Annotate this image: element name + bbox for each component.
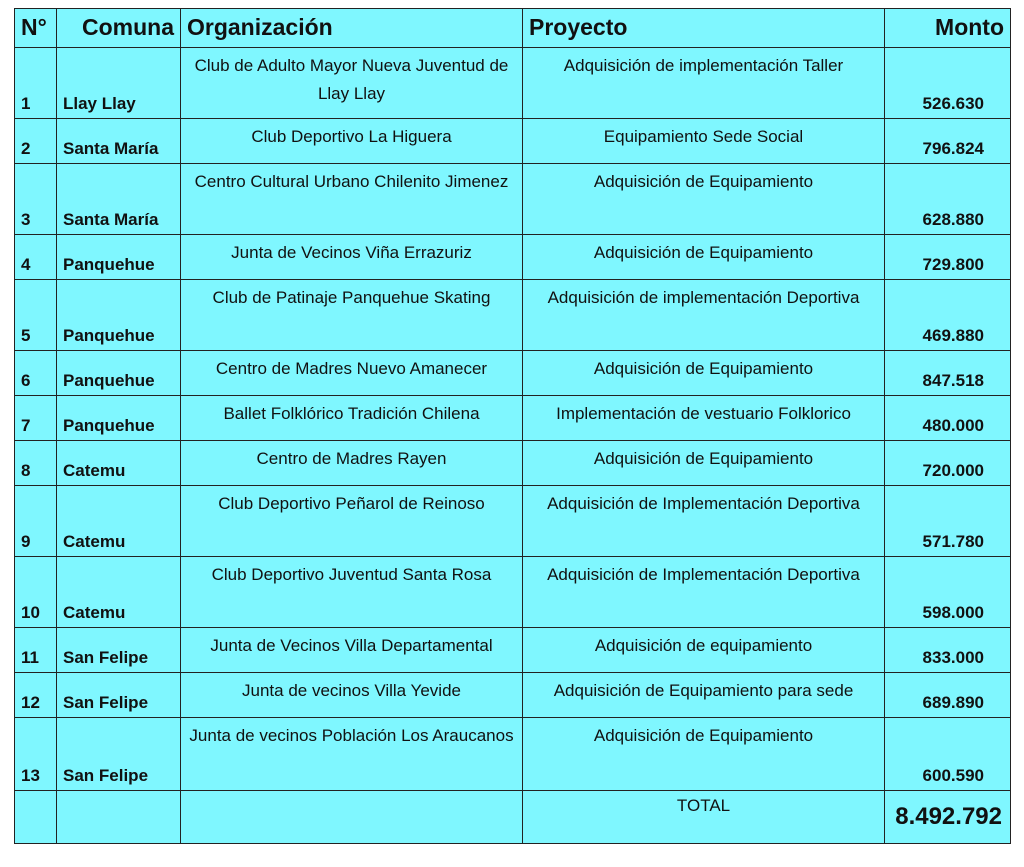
cell-organizacion: Club Deportivo Peñarol de Reinoso — [181, 486, 523, 557]
cell-organizacion: Centro de Madres Nuevo Amanecer — [181, 351, 523, 396]
cell-organizacion: Club de Adulto Mayor Nueva Juventud de Llay Llay — [181, 48, 523, 119]
cell-organizacion: Junta de vecinos Población Los Araucanos — [181, 718, 523, 791]
header-organizacion: Organización — [181, 9, 523, 48]
cell-monto: 600.590 — [885, 718, 1011, 791]
cell-number: 9 — [15, 486, 57, 557]
cell-monto: 628.880 — [885, 164, 1011, 235]
cell-organizacion: Junta de Vecinos Viña Errazuriz — [181, 235, 523, 280]
cell-number: 2 — [15, 119, 57, 164]
table-container — [14, 8, 1010, 844]
header-proyecto: Proyecto — [523, 9, 885, 48]
cell-monto: 598.000 — [885, 557, 1011, 628]
cell-comuna: Catemu — [57, 557, 181, 628]
cell-proyecto: Adquisición de implementación Taller — [523, 48, 885, 119]
cell-monto: 847.518 — [885, 351, 1011, 396]
cell-number: 10 — [15, 557, 57, 628]
cell-proyecto: Implementación de vestuario Folklorico — [523, 396, 885, 441]
cell-number: 4 — [15, 235, 57, 280]
table-row — [15, 280, 1011, 351]
cell-proyecto: Adquisición de Equipamiento para sede — [523, 673, 885, 718]
cell-monto: 729.800 — [885, 235, 1011, 280]
table-row — [15, 673, 1011, 718]
cell-monto: 720.000 — [885, 441, 1011, 486]
cell-comuna: Santa María — [57, 164, 181, 235]
cell-monto: 526.630 — [885, 48, 1011, 119]
cell-comuna: Panquehue — [57, 396, 181, 441]
cell-number: 6 — [15, 351, 57, 396]
cell-monto: 833.000 — [885, 628, 1011, 673]
table-row — [15, 396, 1011, 441]
cell-number: 3 — [15, 164, 57, 235]
cell-proyecto: Adquisición de implementación Deportiva — [523, 280, 885, 351]
cell-comuna: Llay Llay — [57, 48, 181, 119]
cell-proyecto: Adquisición de equipamiento — [523, 628, 885, 673]
cell-number: 1 — [15, 48, 57, 119]
empty-cell — [57, 791, 181, 844]
cell-organizacion: Junta de Vecinos Villa Departamental — [181, 628, 523, 673]
header-number: N° — [15, 9, 57, 48]
table-row — [15, 48, 1011, 119]
cell-comuna: Santa María — [57, 119, 181, 164]
cell-proyecto: Adquisición de Equipamiento — [523, 441, 885, 486]
cell-monto: 480.000 — [885, 396, 1011, 441]
table-row — [15, 351, 1011, 396]
cell-proyecto: Adquisición de Equipamiento — [523, 351, 885, 396]
table-row — [15, 235, 1011, 280]
cell-monto: 469.880 — [885, 280, 1011, 351]
cell-proyecto: Adquisición de Equipamiento — [523, 718, 885, 791]
cell-comuna: Panquehue — [57, 235, 181, 280]
cell-comuna: San Felipe — [57, 673, 181, 718]
table-row — [15, 557, 1011, 628]
cell-proyecto: Adquisición de Equipamiento — [523, 164, 885, 235]
cell-organizacion: Club Deportivo La Higuera — [181, 119, 523, 164]
table-row — [15, 628, 1011, 673]
cell-organizacion: Centro de Madres Rayen — [181, 441, 523, 486]
total-value: 8.492.792 — [885, 791, 1011, 844]
total-row — [15, 791, 1011, 844]
cell-organizacion: Club Deportivo Juventud Santa Rosa — [181, 557, 523, 628]
cell-comuna: Catemu — [57, 441, 181, 486]
cell-proyecto: Adquisición de Implementación Deportiva — [523, 486, 885, 557]
cell-proyecto: Adquisición de Implementación Deportiva — [523, 557, 885, 628]
table-row — [15, 718, 1011, 791]
cell-organizacion: Ballet Folklórico Tradición Chilena — [181, 396, 523, 441]
projects-table — [14, 8, 1011, 844]
cell-number: 7 — [15, 396, 57, 441]
header-row — [15, 9, 1011, 48]
cell-comuna: Panquehue — [57, 280, 181, 351]
cell-organizacion: Junta de vecinos Villa Yevide — [181, 673, 523, 718]
cell-organizacion: Club de Patinaje Panquehue Skating — [181, 280, 523, 351]
cell-comuna: San Felipe — [57, 628, 181, 673]
total-label: TOTAL — [523, 791, 885, 844]
cell-number: 13 — [15, 718, 57, 791]
cell-monto: 571.780 — [885, 486, 1011, 557]
cell-monto: 796.824 — [885, 119, 1011, 164]
cell-comuna: San Felipe — [57, 718, 181, 791]
cell-number: 11 — [15, 628, 57, 673]
cell-proyecto: Adquisición de Equipamiento — [523, 235, 885, 280]
table-row — [15, 486, 1011, 557]
cell-monto: 689.890 — [885, 673, 1011, 718]
cell-comuna: Catemu — [57, 486, 181, 557]
cell-organizacion: Centro Cultural Urbano Chilenito Jimenez — [181, 164, 523, 235]
table-row — [15, 119, 1011, 164]
table-row — [15, 164, 1011, 235]
empty-cell — [181, 791, 523, 844]
cell-number: 8 — [15, 441, 57, 486]
cell-number: 12 — [15, 673, 57, 718]
empty-cell — [15, 791, 57, 844]
cell-proyecto: Equipamiento Sede Social — [523, 119, 885, 164]
header-comuna: Comuna — [57, 9, 181, 48]
table-row — [15, 441, 1011, 486]
cell-number: 5 — [15, 280, 57, 351]
cell-comuna: Panquehue — [57, 351, 181, 396]
header-monto: Monto — [885, 9, 1011, 48]
